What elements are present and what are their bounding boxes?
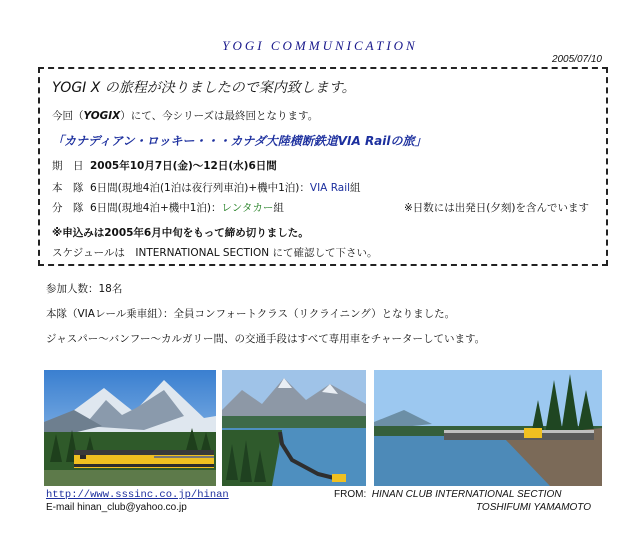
from-org: HINAN CLUB INTERNATIONAL SECTION bbox=[371, 489, 562, 500]
tour-name: 「カナディアン・ロッキー・・・カナダ大陸横断鉄道VIA Railの旅」 bbox=[52, 134, 427, 148]
email-text: E-mail hinan_club@yahoo.co.jp bbox=[46, 502, 187, 513]
participants: 参加人数：18名 bbox=[46, 283, 123, 295]
main-suffix: 組 bbox=[350, 182, 361, 194]
days-note: ※日数には出発日(夕刻)を含んでいます bbox=[404, 202, 589, 214]
photo-shore-train bbox=[374, 370, 602, 486]
main-group-row bbox=[52, 180, 361, 195]
main-value: 6日間(現地4泊(1泊は夜行列車泊)+機中1泊)： bbox=[90, 182, 310, 194]
sub-group-row bbox=[52, 200, 284, 215]
header-title: YOGI COMMUNICATION bbox=[222, 38, 418, 53]
main-label: 本 隊 bbox=[52, 182, 84, 194]
intro-yogi: YOGIⅩ bbox=[83, 110, 121, 122]
from-person: TOSHIFUMI YAMAMOTO bbox=[476, 502, 592, 513]
sub-label: 分 隊 bbox=[52, 202, 84, 214]
period-label: 期 日 bbox=[52, 160, 84, 172]
sub-value: 6日間(現地4泊+機中1泊)： bbox=[90, 202, 222, 214]
sub-suffix: 組 bbox=[273, 202, 284, 214]
period-row bbox=[52, 158, 277, 173]
class-info: 本隊（VIAレール乗車組）：全員コンフォートクラス（リクライニング）となりました。 bbox=[46, 308, 456, 320]
period-value: 2005年10月7日(金)〜12日(水)6日間 bbox=[90, 160, 277, 172]
website-link[interactable]: http://www.sssinc.co.jp/hinan bbox=[46, 489, 229, 501]
rental-car-label: レンタカー bbox=[221, 202, 274, 214]
intro-line bbox=[52, 108, 318, 123]
intro-a: 今回（ bbox=[52, 110, 84, 122]
deadline-note: ※申込みは2005年6月中旬をもって締め切りました。 bbox=[52, 227, 309, 239]
schedule-note: スケジュールは INTERNATIONAL SECTION にて確認して下さい。 bbox=[52, 247, 378, 259]
via-rail-label: VIA Rail bbox=[309, 182, 351, 194]
notice-headline: YOGI Ⅹ の旅程が決りましたので案内致します。 bbox=[52, 80, 356, 96]
photo-lake-train bbox=[222, 370, 366, 486]
from-line bbox=[334, 489, 561, 500]
transport-info: ジャスパー〜バンフー〜カルガリー間、の交通手段はすべて専用車をチャーターしています。 bbox=[46, 333, 486, 345]
intro-c: ）にて、今シリーズは最終回となります。 bbox=[120, 110, 319, 122]
photo-mountain-train bbox=[44, 370, 216, 486]
from-label: FROM: bbox=[334, 489, 367, 500]
date-label: 2005/07/10 bbox=[551, 54, 602, 65]
